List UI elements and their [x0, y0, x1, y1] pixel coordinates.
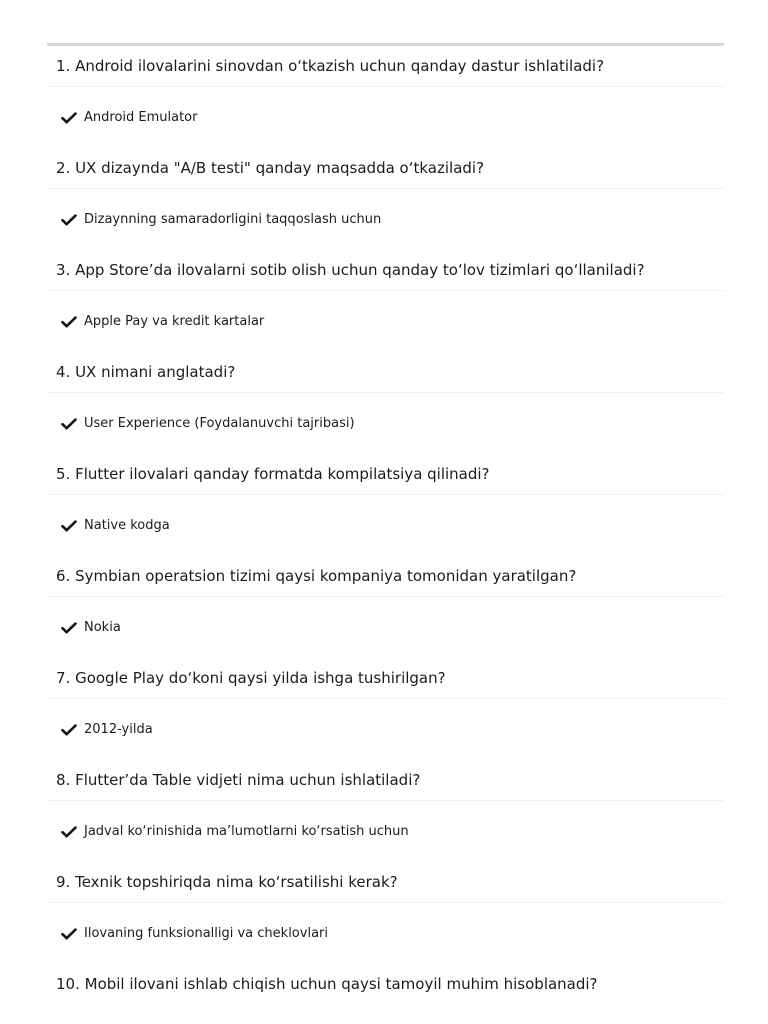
qa-item [47, 148, 724, 250]
answer-text: Dizaynning samaradorligini taqqoslash uchun [84, 212, 382, 227]
question-text: 9. Texnik topshiriqda nima ko‘rsatilishi kerak? [47, 862, 724, 903]
question-text: 6. Symbian operatsion tizimi qaysi kompaniya tomonidan yaratilgan? [47, 556, 724, 597]
check-icon [61, 520, 77, 532]
answer-row [47, 87, 724, 148]
question-text: 7. Google Play do‘koni qaysi yilda ishga tushirilgan? [47, 658, 724, 699]
check-icon [61, 622, 77, 634]
qa-item [47, 454, 724, 556]
qa-item [47, 556, 724, 658]
question-text: 10. Mobil ilovani ishlab chiqish uchun qaysi tamoyil muhim hisoblanadi? [56, 975, 598, 993]
answer-row [47, 189, 724, 250]
answer-text: Android Emulator [84, 110, 198, 125]
qa-item [47, 658, 724, 760]
answer-row [47, 393, 724, 454]
answer-text: User Experience (Foydalanuvchi tajribasi) [84, 416, 355, 431]
answer-row [47, 291, 724, 352]
check-icon [61, 316, 77, 328]
check-icon [61, 214, 77, 226]
check-icon [61, 418, 77, 430]
qa-item [47, 46, 724, 148]
answer-text: Apple Pay va kredit kartalar [84, 314, 265, 329]
check-icon [61, 928, 77, 940]
check-icon [61, 826, 77, 838]
answer-row [47, 903, 724, 964]
answer-text: Nokia [84, 620, 121, 635]
question-text: 2. UX dizaynda "A/B testi" qanday maqsadda o‘tkaziladi? [47, 148, 724, 189]
question-text: 1. Android ilovalarini sinovdan o‘tkazish uchun qanday dastur ishlatiladi? [47, 46, 724, 87]
answer-text: Ilovaning funksionalligi va cheklovlari [84, 926, 328, 941]
question-text: 3. App Store’da ilovalarni sotib olish uchun qanday to‘lov tizimlari qo‘llaniladi? [47, 250, 724, 291]
qa-item [47, 760, 724, 862]
check-icon [61, 112, 77, 124]
answer-row [47, 801, 724, 862]
question-text: 8. Flutter’da Table vidjeti nima uchun ishlatiladi? [47, 760, 724, 801]
qa-item [47, 352, 724, 454]
question-text: 4. UX nimani anglatadi? [47, 352, 724, 393]
check-icon [61, 724, 77, 736]
question-text: 5. Flutter ilovalari qanday formatda kompilatsiya qilinadi? [47, 454, 724, 495]
qa-item [47, 964, 724, 1004]
answer-text: 2012-yilda [84, 722, 153, 737]
answer-row [47, 495, 724, 556]
answer-text: Native kodga [84, 518, 170, 533]
answer-row [47, 597, 724, 658]
qa-item [47, 862, 724, 964]
answer-text: Jadval ko‘rinishida ma’lumotlarni ko‘rsatish uchun [84, 824, 409, 839]
answer-row [47, 699, 724, 760]
quiz-answer-sheet [47, 43, 724, 1004]
qa-item [47, 250, 724, 352]
